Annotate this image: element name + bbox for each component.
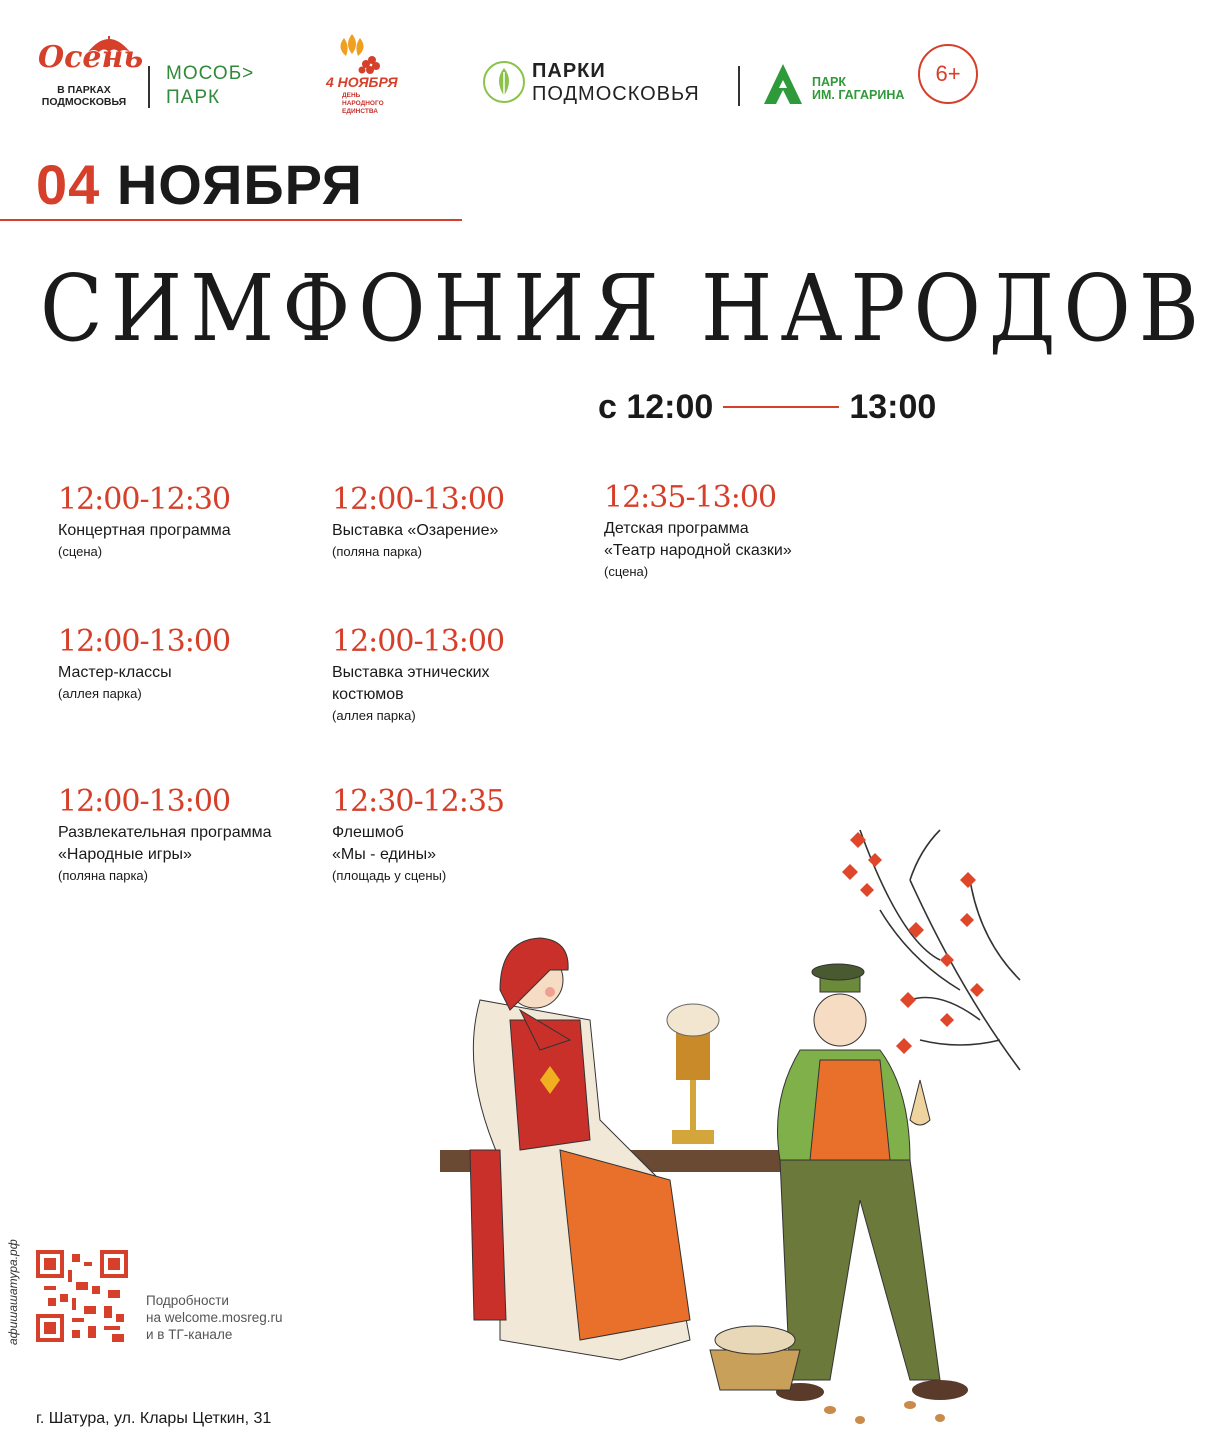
event-item (332, 624, 504, 726)
gagarin-line2: ИМ. ГАГАРИНА (812, 88, 905, 102)
mosob-line1: МОСОБ> (166, 63, 255, 84)
parki-line2: ПОДМОСКОВЬЯ (532, 83, 700, 105)
event-time: 12:00-13:00 (332, 624, 505, 659)
event-time: 12:35-13:00 (604, 480, 777, 515)
event-date (36, 150, 363, 220)
event-item (332, 482, 504, 562)
event-place: (сцена) (604, 564, 649, 579)
parki-line1: ПАРКИ (532, 60, 606, 82)
parki-logo-text (532, 60, 700, 106)
folk-couple-illustration (440, 820, 1020, 1440)
separator (738, 66, 740, 106)
site-vertical: афишашатура.рф (6, 1239, 20, 1345)
nov4-subtitle: ДЕНЬ НАРОДНОГО ЕДИНСТВА (342, 92, 384, 115)
tree-icon (760, 62, 806, 106)
details-line3: и в ТГ-канале (146, 1327, 233, 1342)
nov4-title: 4 НОЯБРЯ (326, 74, 398, 90)
event-name-line2: «Мы - едины» (332, 846, 436, 863)
time-dash (723, 406, 839, 408)
event-place: (площадь у сцены) (332, 868, 447, 883)
mosob-line2: ПАРК (166, 87, 221, 108)
osen-sub-line1: В ПАРКАХ (57, 84, 111, 96)
event-item (58, 482, 231, 562)
page-title: СИМФОНИЯ НАРОДОВ (40, 255, 1207, 363)
event-place: (поляна парка) (58, 868, 148, 883)
mosobpark-logo (166, 62, 254, 110)
details-link[interactable]: на welcome.mosreg.ru (146, 1310, 283, 1325)
date-day: 04 (36, 153, 101, 216)
age-rating-badge: 6+ (918, 44, 978, 104)
time-to: 13:00 (849, 388, 937, 426)
event-name: Детская программа (604, 520, 749, 537)
event-name: Выставка «Озарение» (332, 522, 499, 539)
event-name: Концертная программа (58, 522, 231, 539)
event-item (58, 624, 230, 704)
date-month: НОЯБРЯ (116, 153, 363, 216)
separator (148, 66, 150, 108)
osen-logo (36, 30, 144, 110)
osen-sub (38, 84, 130, 108)
event-item (604, 480, 792, 582)
nov4-logo (322, 30, 402, 115)
gagarin-line1: ПАРК (812, 75, 846, 89)
time-range (598, 384, 936, 430)
event-place: (поляна парка) (332, 544, 422, 559)
event-name: Выставка этнических (332, 664, 490, 681)
rowan-icon (322, 30, 402, 80)
details-line1: Подробности (146, 1293, 229, 1308)
event-name-line2: «Народные игры» (58, 846, 192, 863)
date-underline (0, 219, 462, 221)
address: г. Шатура, ул. Клары Цеткин, 31 (36, 1410, 272, 1427)
gagarin-logo-text (812, 76, 904, 102)
event-place: (аллея парка) (58, 686, 142, 701)
event-name-line2: костюмов (332, 686, 404, 703)
event-name: Флешмоб (332, 824, 404, 841)
event-time: 12:00-13:00 (58, 784, 231, 819)
details-text (146, 1292, 283, 1343)
event-time: 12:00-13:00 (332, 482, 505, 517)
osen-sub-line2: ПОДМОСКОВЬЯ (41, 96, 127, 108)
event-time: 12:30-12:35 (332, 784, 505, 819)
event-place: (сцена) (58, 544, 103, 559)
time-from: с 12:00 (598, 388, 714, 426)
event-time: 12:00-13:00 (58, 624, 231, 659)
event-time: 12:00-12:30 (58, 482, 231, 517)
event-item (58, 784, 271, 886)
parki-leaf-icon (482, 60, 526, 104)
event-place: (аллея парка) (332, 708, 416, 723)
osen-word: Осень (38, 40, 144, 75)
event-name-line2: «Театр народной сказки» (604, 542, 792, 559)
event-name: Мастер-классы (58, 664, 172, 681)
qr-code[interactable] (36, 1250, 128, 1342)
event-name: Развлекательная программа (58, 824, 272, 841)
